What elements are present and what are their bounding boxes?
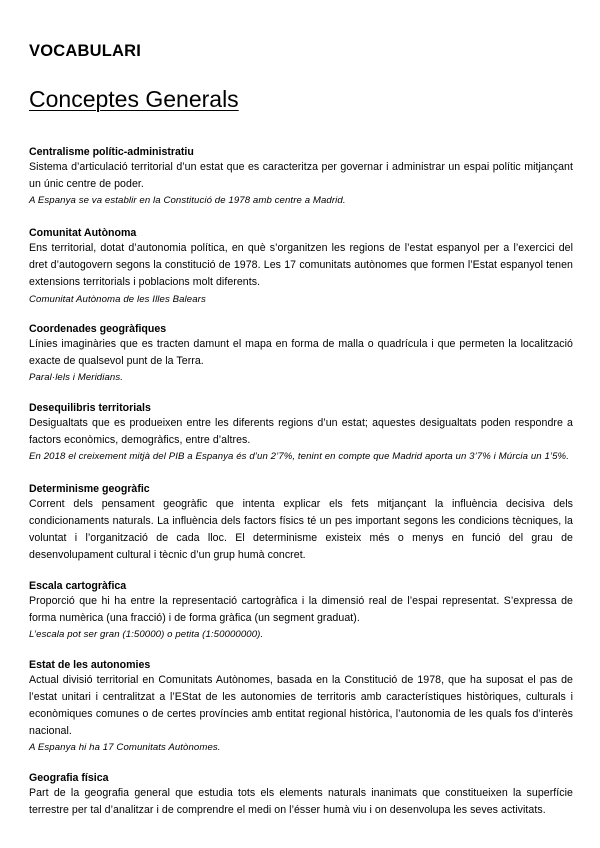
vocabulary-entry: [29, 771, 573, 819]
entry-term: Centralisme polític-administratiu: [29, 146, 194, 158]
entry-definition: Ens territorial, dotat d’autonomia política, en què s’organitzen les regions de l’estat espanyol per a l’exercici del dret d’autogovern segons la constitució de 1978. Les 17 comunitats autònomes que formen l’Estat espanyol tenen extensions territorials i poblacions molt diferents.: [29, 241, 573, 289]
vocabulary-entry: [29, 482, 573, 565]
entry-example: En 2018 el creixement mitjà del PIB a Espanya és d’un 2’7%, tenint en compte que Madrid aporta un 3’7% i Múrcia un 1’5%.: [29, 451, 569, 463]
entry-example: L’escala pot ser gran (1:50000) o petita (1:50000000).: [29, 629, 264, 641]
document-title: VOCABULARI: [29, 42, 141, 60]
vocabulary-entry: [29, 658, 573, 757]
entry-definition: Desigualtats que es produeixen entre les diferents regions d’un estat; aquestes desigualtats poden respondre a factors econòmics, demogràfics, entre d’altres.: [29, 416, 573, 447]
entry-example: A Espanya hi ha 17 Comunitats Autònomes.: [29, 742, 221, 754]
entry-term: Coordenades geogràfiques: [29, 323, 167, 336]
entry-definition: Actual divisió territorial en Comunitats Autònomes, basada en la Constitució de 1978, que ha suposat el pas de l’estat unitari i centralitzat a l’EStat de les autonomies de territoris amb característiques històriques, culturals i econòmiques comunes o de certes províncies amb entitat regional històrica, l’autonomia de les quals fos d’interès nacional.: [29, 673, 573, 738]
entry-definition: Sistema d’articulació territorial d’un estat que es caracteritza per governar i administrar un espai polític mitjançant un únic centre de poder.: [29, 161, 573, 191]
entry-term: Desequilibris territorials: [29, 401, 151, 414]
vocabulary-entry: [29, 322, 573, 387]
entry-example: A Espanya se va establir en la Constitució de 1978 amb centre a Madrid.: [29, 195, 346, 207]
entry-term: Geografia física: [29, 771, 109, 784]
entry-example: Paral·lels i Meridians.: [29, 372, 124, 384]
section-title: Conceptes Generals: [29, 86, 239, 112]
vocabulary-entry: [29, 226, 573, 308]
entry-term: Determinisme geogràfic: [29, 482, 150, 495]
entry-example: Comunitat Autònoma de les Illes Balears: [29, 293, 206, 305]
entry-term: Comunitat Autònoma: [29, 226, 137, 239]
vocabulary-entry: [29, 401, 573, 466]
vocabulary-entry: [29, 145, 573, 210]
entry-definition: Línies imaginàries que es tracten damunt el mapa en forma de malla o quadrícula i que permeten la localització exacte de qualsevol punt de la Terra.: [29, 338, 573, 368]
entry-term: Escala cartogràfica: [29, 579, 127, 592]
vocabulary-entry: [29, 579, 573, 644]
entry-definition: Corrent dels pensament geogràfic que intenta explicar els fets mitjançant la influència decisiva dels condicionaments naturals. La influència dels factors físics té un pes important segons les condicions tècniques, la voluntat i l’organització de cada lloc. El determinisme existeix més o menys en funció del grau de desenvolupament cultural i tècnic d’un grup humà concret.: [29, 497, 573, 562]
entry-definition: Proporció que hi ha entre la representació cartogràfica i la dimensió real de l’espai representat. S’expressa de forma numèrica (una fracció) i de forma gràfica (un segment graduat).: [29, 594, 573, 624]
entry-definition: Part de la geografia general que estudia tots els elements naturals inanimats que constitueixen la superfície terrestre per tal d’analitzar i de comprendre el medi on l’ésser humà viu i on desenvolupa les seves activitats.: [29, 786, 573, 817]
entry-term: Estat de les autonomies: [29, 658, 151, 671]
vocabulary-list: [29, 145, 573, 819]
